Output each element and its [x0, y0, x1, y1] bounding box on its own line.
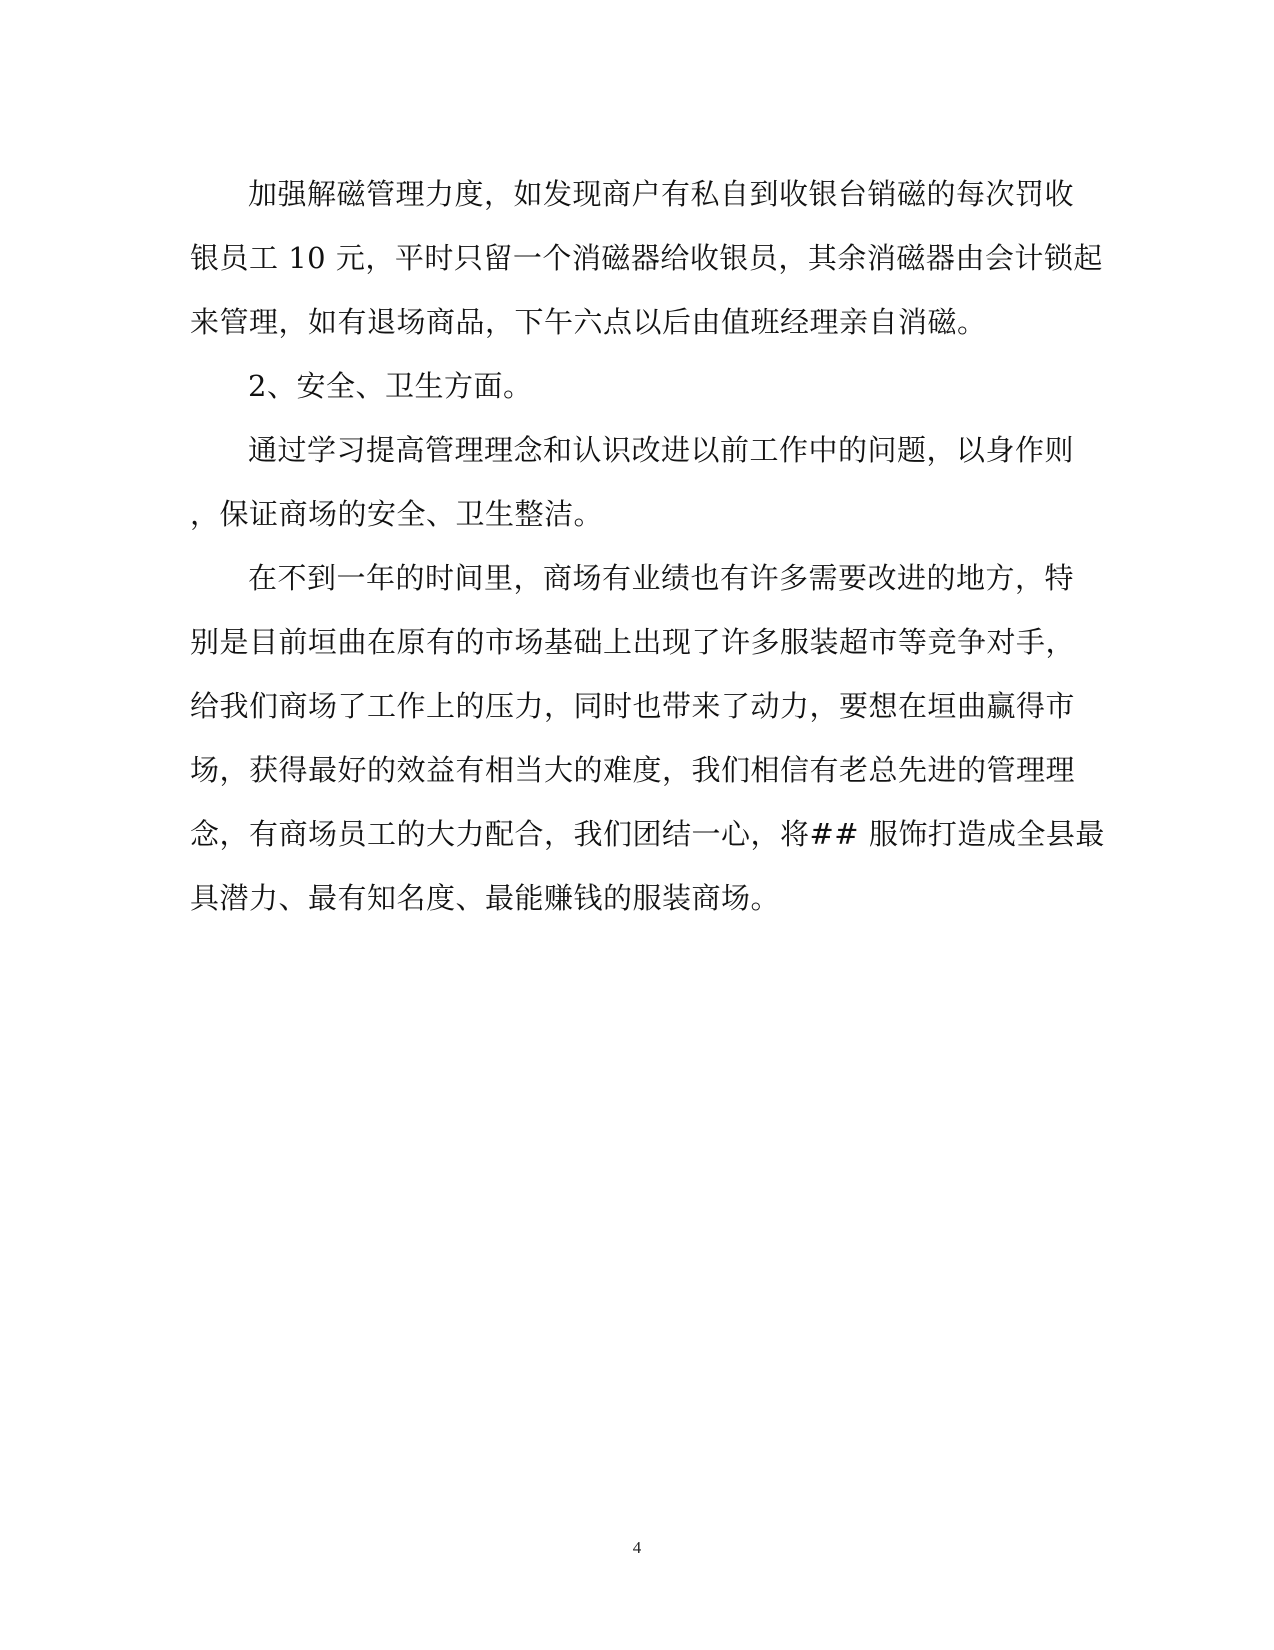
- paragraph-line: 念，有商场员工的大力配合，我们团结一心，将## 服饰打造成全县最: [190, 817, 1105, 851]
- paragraph-line: 来管理，如有退场商品，下午六点以后由值班经理亲自消磁。: [190, 305, 987, 339]
- paragraph-line: 银员工 10 元，平时只留一个消磁器给收银员，其余消磁器由会计锁起: [190, 241, 1103, 275]
- paragraph-line: 在不到一年的时间里，商场有业绩也有许多需要改进的地方，特: [248, 561, 1075, 595]
- paragraph-line: ，保证商场的安全、卫生整洁。: [190, 497, 604, 531]
- paragraph-line: 别是目前垣曲在原有的市场基础上出现了许多服装超市等竞争对手，: [190, 625, 1076, 659]
- section-heading: 2、安全、卫生方面。: [248, 369, 533, 403]
- paragraph-line: 场，获得最好的效益有相当大的难度，我们相信有老总先进的管理理: [190, 753, 1076, 787]
- paragraph-line: 给我们商场了工作上的压力，同时也带来了动力，要想在垣曲赢得市: [190, 689, 1076, 723]
- paragraph-line: 通过学习提高管理理念和认识改进以前工作中的问题，以身作则: [248, 433, 1075, 467]
- body-text: [190, 162, 1105, 930]
- page-number: 4: [632, 1538, 642, 1557]
- paragraph-line: 具潜力、最有知名度、最能赚钱的服装商场。: [190, 881, 781, 915]
- paragraph-line: 加强解磁管理力度，如发现商户有私自到收银台销磁的每次罚收: [248, 177, 1075, 211]
